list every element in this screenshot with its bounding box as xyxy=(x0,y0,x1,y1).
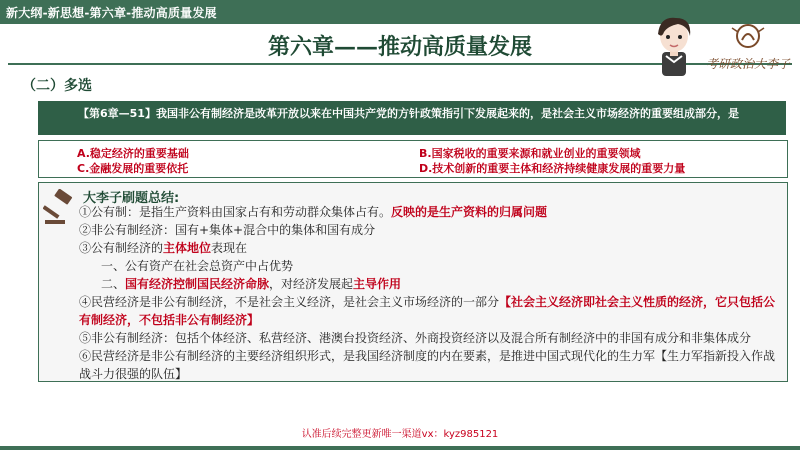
question-text: 【第6章—51】我国非公有制经济是改革开放以来在中国共产党的方针政策指引下发展起来的，是社会主义市场经济的重要组成部分，是 xyxy=(78,107,739,120)
footer-watermark: 认准后续完整更新唯一渠道vx：kyz985121 xyxy=(301,429,499,440)
page-title: 第六章——推动高质量发展 xyxy=(267,34,532,60)
summary-line-1 xyxy=(79,203,783,221)
summary-line-3 xyxy=(79,239,783,257)
brand-logo xyxy=(702,18,794,74)
summary-line-3-text-c: 表现在 xyxy=(211,241,248,255)
summary-line-6-text: ④民营经济是非公有制经济，不是社会主义经济，是社会主义市场经济的一部分 xyxy=(79,295,500,309)
summary-line-5-highlight-a: 国有经济控制国民经济命脉 xyxy=(125,277,270,291)
summary-title: 大李子刷题总结: xyxy=(83,191,180,206)
summary-line-5 xyxy=(79,275,783,293)
summary-line-5-highlight-d: 主导作用 xyxy=(353,277,402,291)
option-b[interactable]: B.国家税收的重要来源和就业创业的重要领域 xyxy=(419,147,641,160)
question-box xyxy=(38,101,786,135)
gavel-icon xyxy=(43,189,79,225)
logo-emblem-icon xyxy=(702,18,794,74)
summary-line-1-highlight: 反映的是生产资料的归属问题 xyxy=(391,205,548,219)
summary-line-8: ⑥民营经济是非公有制经济的主要经济组织形式，是我国经济制度的内在要素，是推进中国式现代化的生力军【生力军指新投入作战战斗力很强的队伍】 xyxy=(79,349,776,381)
summary-line-2: ②非公有制经济：国有+集体+混合中的集体和国有成分 xyxy=(79,223,376,237)
avatar xyxy=(648,12,700,76)
summary-line-4: 一、公有资产在社会总资产中占优势 xyxy=(101,259,294,273)
bottom-bar xyxy=(0,446,800,450)
summary-line-6 xyxy=(79,293,783,329)
section-label: （二）多选 xyxy=(22,78,92,94)
logo-text: 考研政治大李子 xyxy=(705,57,791,71)
summary-line-1-text: ①公有制：是指生产资料由国家占有和劳动群众集体占有。 xyxy=(79,205,392,219)
breadcrumb: 新大纲-新思想-第六章-推动高质量发展 xyxy=(6,6,217,20)
summary-line-5-text-a: 二、 xyxy=(101,277,126,291)
option-d[interactable]: D.技术创新的重要主体和经济持续健康发展的重要力量 xyxy=(419,162,686,175)
option-a[interactable]: A.稳定经济的重要基础 xyxy=(77,147,189,160)
summary-line-7: ⑤非公有制经济：包括个体经济、私营经济、港澳台投资经济、外商投资经济以及混合所有制经济中的非国有成分和非集体成分 xyxy=(79,331,752,345)
summary-line-3-text-a: ③公有制经济的 xyxy=(79,241,164,255)
summary-line-3-highlight: 主体地位 xyxy=(163,241,212,255)
summary-body xyxy=(79,203,783,383)
summary-line-6-highlight: 【社会主义经济即社会主义性质的经济，它只包括公有制经济，不包括非公有制经济】 xyxy=(79,295,776,327)
options-box xyxy=(38,140,788,178)
summary-box xyxy=(38,182,788,382)
summary-line-5-text-c: ，对经济发展起 xyxy=(269,277,354,291)
option-c[interactable]: C.金融发展的重要依托 xyxy=(77,162,189,175)
